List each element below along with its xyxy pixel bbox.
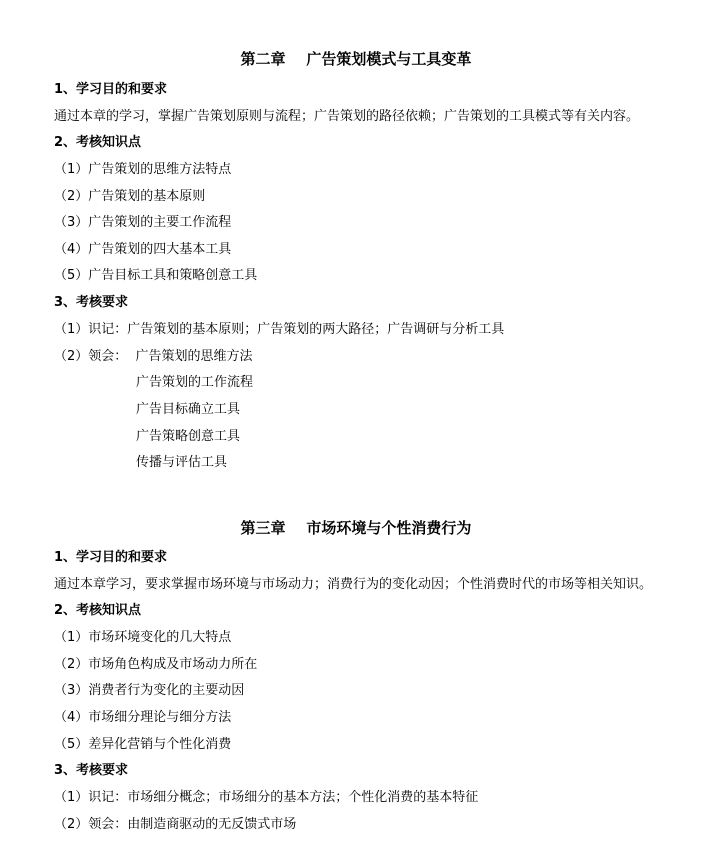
chapter-2-goal-heading: 1、学习目的和要求: [54, 82, 168, 97]
chapter-2-recall: （1）识记：广告策划的基本原则；广告策划的两大路径；广告调研与分析工具: [54, 322, 505, 337]
chapter-2-points-heading: 2、考核知识点: [54, 135, 142, 150]
chapter-2-comprehend-item: 广告策划的工作流程: [136, 375, 254, 390]
chapter-3-points-heading: 2、考核知识点: [54, 603, 142, 618]
chapter-3-goal-text: 通过本章学习，要求掌握市场环境与市场动力；消费行为的变化动因；个性消费时代的市场等相关知识。: [54, 577, 653, 592]
chapter-2-comprehend-item: 传播与评估工具: [136, 455, 228, 470]
chapter-2-point: （2）广告策划的基本原则: [54, 189, 206, 204]
chapter-2-goal-text: 通过本章的学习，掌握广告策划原则与流程；广告策划的路径依赖；广告策划的工具模式等有关内容。: [54, 109, 640, 124]
chapter-3-point: （5）差异化营销与个性化消费: [54, 737, 232, 752]
chapter-2-comprehend: （2）领会： 广告策划的思维方法: [54, 349, 253, 364]
chapter-2-point: （4）广告策划的四大基本工具: [54, 242, 232, 257]
chapter-3-goal-heading: 1、学习目的和要求: [54, 550, 168, 565]
chapter-2-point: （3）广告策划的主要工作流程: [54, 215, 232, 230]
chapter-2-comprehend-item: 广告目标确立工具: [136, 402, 241, 417]
chapter-3-title: 第三章 市场环境与个性消费行为: [240, 519, 472, 537]
chapter-3-comprehend: （2）领会：由制造商驱动的无反馈式市场: [54, 817, 297, 832]
chapter-3-recall: （1）识记：市场细分概念；市场细分的基本方法；个性化消费的基本特征: [54, 790, 479, 805]
chapter-2-title: 第二章 广告策划模式与工具变革: [240, 50, 472, 68]
chapter-2-point: （1）广告策划的思维方法特点: [54, 162, 232, 177]
chapter-3-point: （1）市场环境变化的几大特点: [54, 630, 232, 645]
chapter-2-comprehend-item: 广告策略创意工具: [136, 429, 241, 444]
chapter-3-point: （2）市场角色构成及市场动力所在: [54, 657, 258, 672]
chapter-2-point: （5）广告目标工具和策略创意工具: [54, 268, 258, 283]
chapter-2-requirements-heading: 3、考核要求: [54, 295, 129, 310]
chapter-3-requirements-heading: 3、考核要求: [54, 763, 129, 778]
chapter-3-point: （4）市场细分理论与细分方法: [54, 710, 232, 725]
chapter-3-point: （3）消费者行为变化的主要动因: [54, 683, 245, 698]
